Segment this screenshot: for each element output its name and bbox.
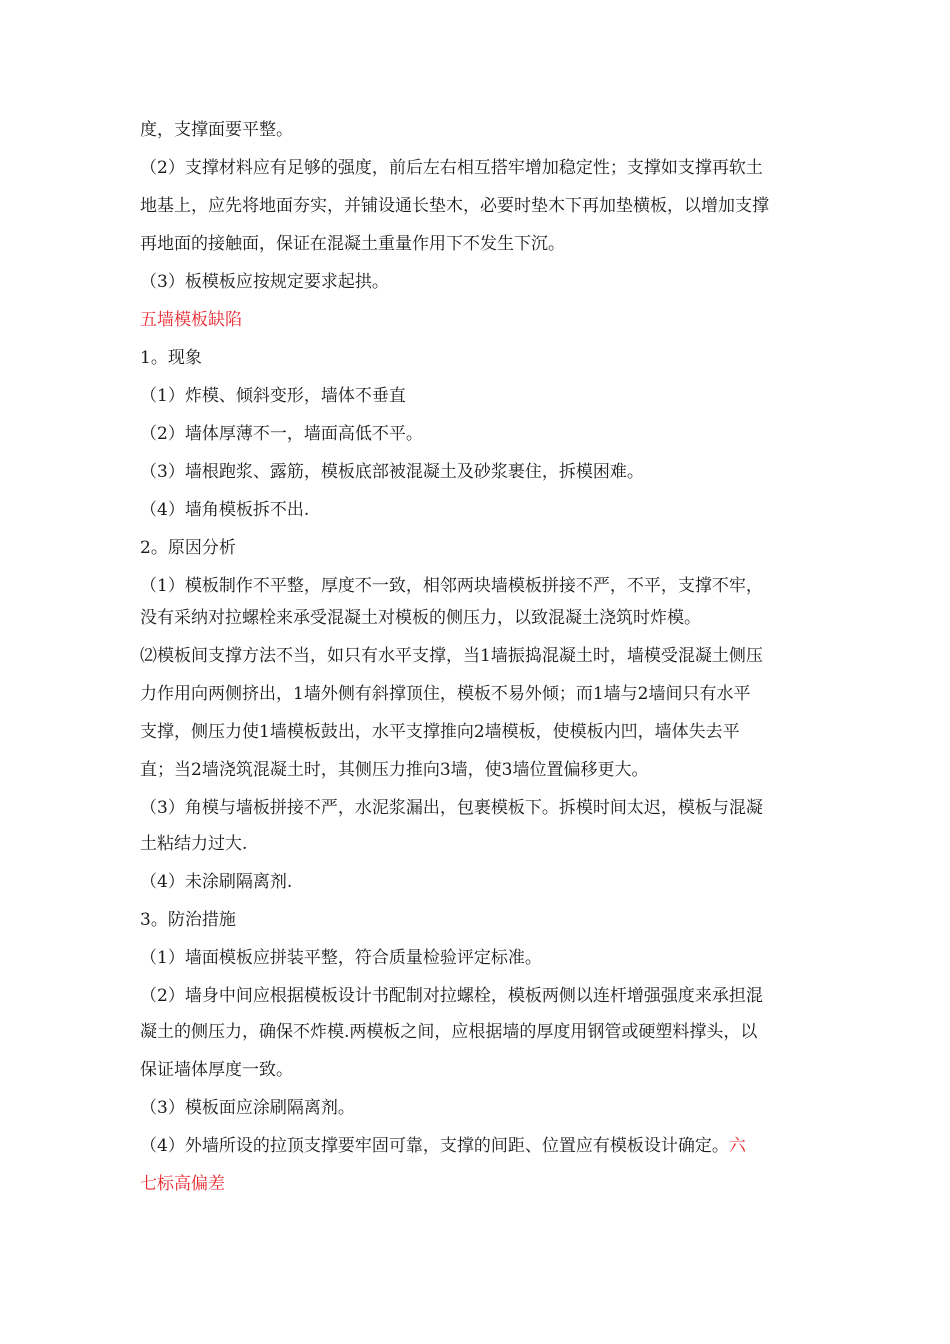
paragraph-line: （3）墙根跑浆、露筋，模板底部被混凝土及砂浆裹住，拆模困难。 bbox=[140, 462, 644, 482]
paragraph-line: 支撑，侧压力使1墙模板鼓出，水平支撑推向2墙模板，使模板内凹，墙体失去平 bbox=[140, 722, 740, 742]
paragraph-line: （3）板模板应按规定要求起拱。 bbox=[140, 272, 389, 292]
paragraph-line bbox=[140, 1134, 820, 1158]
subheading: 1。现象 bbox=[140, 348, 202, 368]
paragraph-text: （4）外墙所设的拉顶支撑要牢固可靠，支撑的间距、位置应有模板设计确定。 bbox=[140, 1136, 729, 1156]
paragraph-line: ⑵模板间支撑方法不当，如只有水平支撑，当1墙振捣混凝土时，墙模受混凝土侧压 bbox=[140, 646, 763, 666]
paragraph-line: 没有采纳对拉螺栓来承受混凝土对模板的侧压力，以致混凝土浇筑时炸模。 bbox=[140, 608, 701, 628]
section-heading: 五墙模板缺陷 bbox=[140, 310, 242, 330]
paragraph-line: （4）墙角模板拆不出. bbox=[140, 500, 310, 520]
paragraph-line: 再地面的接触面，保证在混凝土重量作用下不发生下沉。 bbox=[140, 234, 565, 254]
paragraph-line: 直；当2墙浇筑混凝土时，其侧压力推向3墙，使3墙位置偏移更大。 bbox=[140, 760, 649, 780]
paragraph-line: （4）未涂刷隔离剂. bbox=[140, 872, 293, 892]
subheading: 2。原因分析 bbox=[140, 538, 236, 558]
paragraph-line: 凝土的侧压力，确保不炸模.两模板之间，应根据墙的厚度用钢管或硬塑料撑头，以 bbox=[140, 1022, 758, 1042]
paragraph-line: 度，支撑面要平整。 bbox=[140, 120, 293, 140]
paragraph-line: （3）模板面应涂刷隔离剂。 bbox=[140, 1098, 355, 1118]
paragraph-line: （3）角模与墙板拼接不严，水泥浆漏出，包裹模板下。拆模时间太迟，模板与混凝 bbox=[140, 798, 763, 818]
section-heading: 七标高偏差 bbox=[140, 1174, 225, 1194]
paragraph-line: （1）模板制作不平整，厚度不一致，相邻两块墙模板拼接不严，不平，支撑不牢， bbox=[140, 576, 763, 596]
paragraph-line: （2）支撑材料应有足够的强度，前后左右相互搭牢增加稳定性；支撑如支撑再软土 bbox=[140, 158, 763, 178]
paragraph-line: 保证墙体厚度一致。 bbox=[140, 1060, 293, 1080]
paragraph-line: 力作用向两侧挤出，1墙外侧有斜撑顶住，模板不易外倾；而1墙与2墙间只有水平 bbox=[140, 684, 751, 704]
paragraph-line: （1）炸模、倾斜变形，墙体不垂直 bbox=[140, 386, 406, 406]
paragraph-line: （2）墙体厚薄不一，墙面高低不平。 bbox=[140, 424, 423, 444]
paragraph-line: 地基上，应先将地面夯实，并铺设通长垫木，必要时垫木下再加垫横板，以增加支撑 bbox=[140, 196, 769, 216]
subheading: 3。防治措施 bbox=[140, 910, 236, 930]
section-heading: 六 bbox=[728, 1136, 746, 1156]
paragraph-line: （1）墙面模板应拼装平整，符合质量检验评定标准。 bbox=[140, 948, 542, 968]
paragraph-line: （2）墙身中间应根据模板设计书配制对拉螺栓，模板两侧以连杆增强强度来承担混 bbox=[140, 986, 763, 1006]
paragraph-line: 土粘结力过大. bbox=[140, 834, 248, 854]
